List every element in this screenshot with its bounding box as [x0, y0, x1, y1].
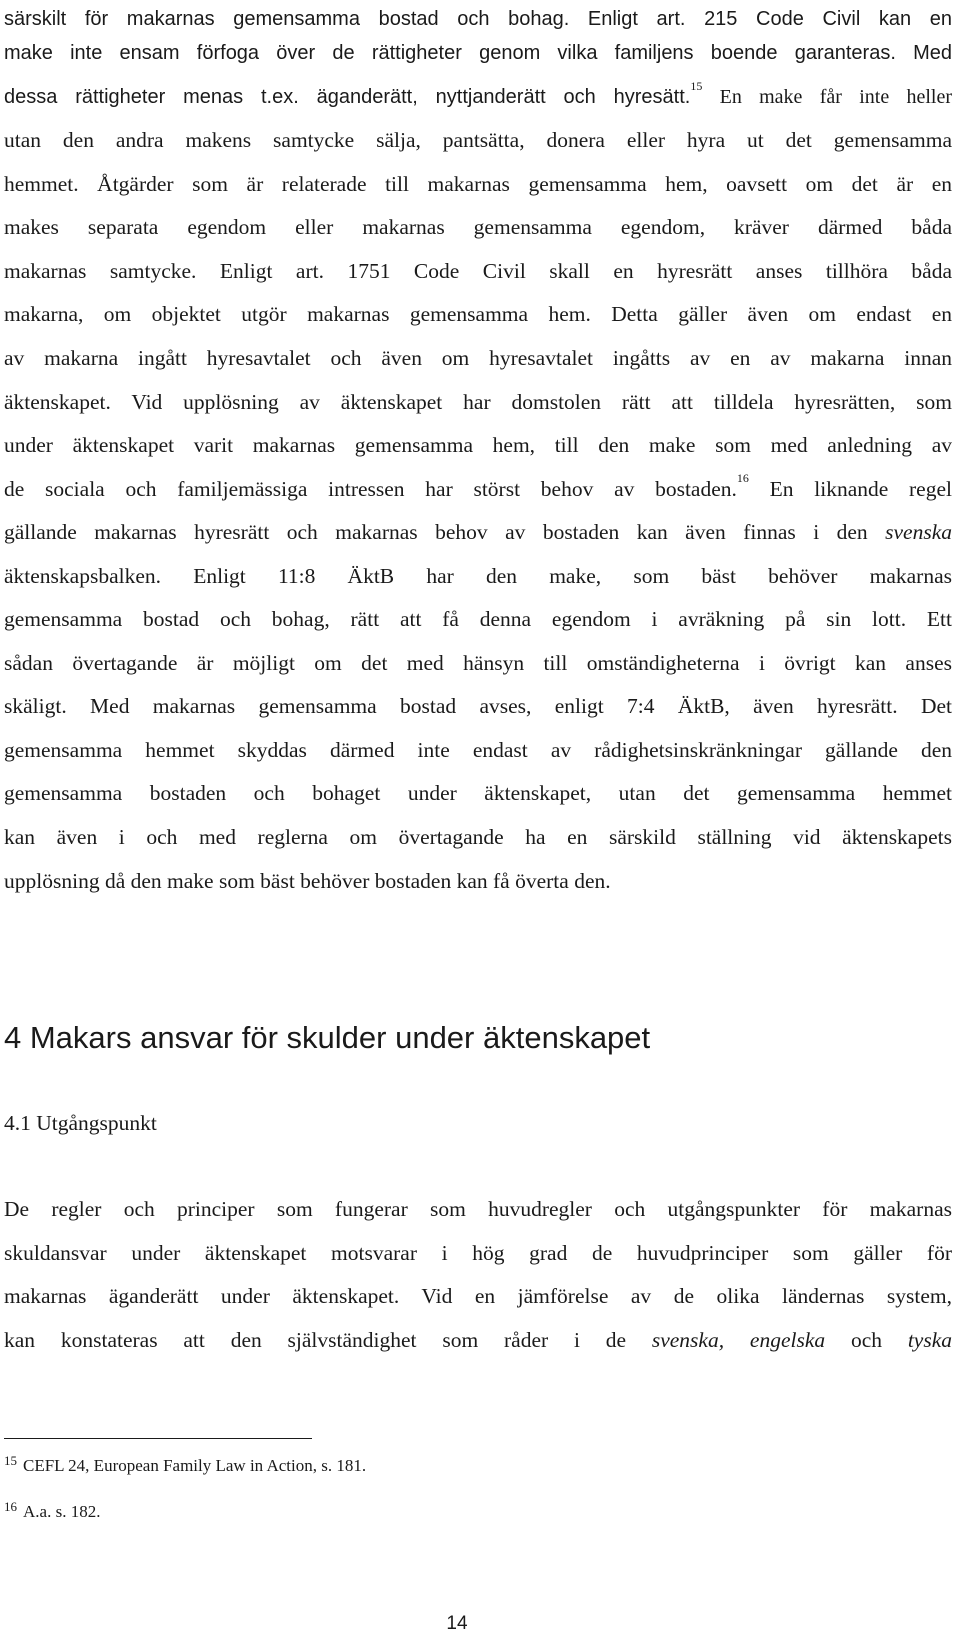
- text-line: under äktenskapet varit makarnas gemensamma hem, till den make som med anledning av: [4, 433, 952, 457]
- text-line: kan även i och med reglerna om övertagande ha en särskild ställning vid äktenskapets: [4, 825, 952, 849]
- text-line: särskilt för makarnas gemensamma bostad och bohag. Enligt art. 215 Code Civil kan en: [4, 8, 952, 30]
- footnote: $^{16}$ A.a. s. 182.: [4, 1499, 101, 1521]
- italic-term: svenska: [885, 520, 952, 544]
- text-line: makes separata egendom eller makarnas gemensamma egendom, kräver därmed båda: [4, 215, 952, 239]
- footnote-ref: 16: [736, 471, 749, 485]
- section-heading: 4 Makars ansvar för skulder under äktenskapet: [4, 1020, 651, 1055]
- italic-term: svenska,: [651, 1328, 725, 1352]
- text-line: skäligt. Med makarnas gemensamma bostad avses, enligt 7:4 ÄktB, även hyresrätt. Det: [4, 694, 952, 718]
- footnote: $^{15}$ CEFL 24, European Family Law in Action, s. 181.: [4, 1453, 367, 1475]
- text-line: gällande makarnas hyresrätt och makarnas behov av bostaden kan även finnas i den svenska: [4, 520, 952, 544]
- text-line: gemensamma bostaden och bohaget under äktenskapet, utan det gemensamma hemmet: [4, 781, 952, 805]
- subsection-heading: 4.1 Utgångspunkt: [4, 1111, 157, 1135]
- text-line: äktenskapet. Vid upplösning av äktenskapet har domstolen rätt att tilldela hyresrätten, som: [4, 390, 952, 414]
- text-line: upplösning då den make som bäst behöver bostaden kan få överta den.: [4, 869, 611, 893]
- text-line: de sociala och familjemässiga intressen har störst behov av bostaden.$^{16}$ En liknande regel: [4, 471, 952, 501]
- text-line: makarna, om objektet utgör makarnas gemensamma hem. Detta gäller även om endast en: [4, 302, 952, 326]
- italic-term: engelska: [749, 1328, 826, 1352]
- text-line: utan den andra makens samtycke sälja, pantsätta, donera eller hyra ut det gemensamma: [4, 128, 952, 152]
- text-line: skuldansvar under äktenskapet motsvarar i hög grad de huvudprinciper som gäller för: [4, 1241, 952, 1265]
- text-line: äktenskapsbalken. Enligt 11:8 ÄktB har den make, som bäst behöver makarnas: [4, 564, 952, 588]
- text-line: De regler och principer som fungerar som huvudregler och utgångspunkter för makarnas: [4, 1197, 952, 1221]
- text-line: dessa rättigheter menas t.ex. äganderätt, nyttjanderätt och hyresätt.$^{15}$ En make får inte heller: [4, 79, 953, 108]
- text-line: makarnas samtycke. Enligt art. 1751 Code Civil skall en hyresrätt anses tillhöra båda: [4, 259, 952, 283]
- footnote-ref: 15: [690, 79, 703, 93]
- page-number: 14: [446, 1613, 468, 1634]
- italic-term: tyska: [907, 1328, 952, 1352]
- text-line: gemensamma hemmet skyddas därmed inte endast av rådighetsinskränkningar gällande den: [4, 738, 952, 762]
- text-line: make inte ensam förfoga över de rättigheter genom vilka familjens boende garanteras. Med: [4, 42, 952, 64]
- text-line: kan konstateras att den självständighet som råder i de svenska, engelska och tyska: [4, 1328, 952, 1352]
- text-line: sådan övertagande är möjligt om det med hänsyn till omständigheterna i övrigt kan anses: [4, 651, 952, 675]
- text-line: makarnas äganderätt under äktenskapet. Vid en jämförelse av de olika ländernas system,: [4, 1284, 952, 1308]
- text-line: av makarna ingått hyresavtalet och även om hyresavtalet ingåtts av en av makarna innan: [4, 346, 952, 370]
- text-line: hemmet. Åtgärder som är relaterade till makarnas gemensamma hem, oavsett om det är en: [4, 172, 952, 196]
- footnote-divider: [4, 1438, 312, 1439]
- text-line: gemensamma bostad och bohag, rätt att få denna egendom i avräkning på sin lott. Ett: [4, 607, 952, 631]
